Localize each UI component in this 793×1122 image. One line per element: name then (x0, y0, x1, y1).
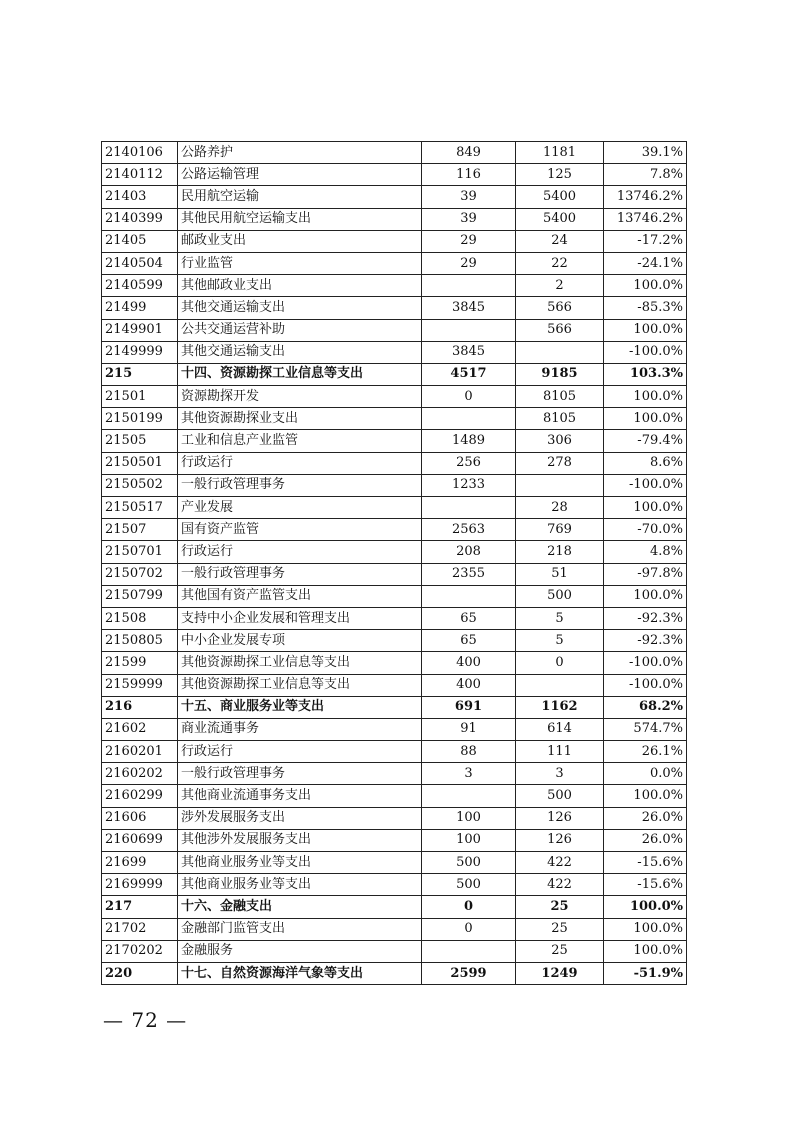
cell-code: 21403 (102, 186, 178, 208)
cell-change-pct: -100.0% (604, 341, 687, 363)
cell-name: 其他商业服务业等支出 (178, 874, 422, 896)
cell-code: 21508 (102, 607, 178, 629)
cell-current-value: 24 (516, 230, 604, 252)
cell-change-pct: 68.2% (604, 696, 687, 718)
cell-code: 21501 (102, 386, 178, 408)
table-row (102, 541, 687, 563)
cell-change-pct: 0.0% (604, 763, 687, 785)
cell-change-pct: -24.1% (604, 252, 687, 274)
cell-prev-value (422, 275, 516, 297)
cell-change-pct: 26.0% (604, 829, 687, 851)
cell-name: 一般行政管理事务 (178, 563, 422, 585)
budget-table (101, 141, 687, 985)
cell-prev-value: 65 (422, 607, 516, 629)
cell-current-value: 51 (516, 563, 604, 585)
cell-current-value: 5 (516, 607, 604, 629)
cell-prev-value (422, 585, 516, 607)
cell-prev-value: 2563 (422, 519, 516, 541)
cell-code: 2140112 (102, 164, 178, 186)
cell-change-pct: 100.0% (604, 386, 687, 408)
cell-prev-value: 3845 (422, 297, 516, 319)
cell-current-value: 5400 (516, 186, 604, 208)
cell-code: 2150805 (102, 630, 178, 652)
table-row (102, 962, 687, 984)
table-row (102, 852, 687, 874)
cell-prev-value: 256 (422, 452, 516, 474)
cell-change-pct: -15.6% (604, 852, 687, 874)
cell-name: 一般行政管理事务 (178, 474, 422, 496)
table-row (102, 408, 687, 430)
cell-change-pct: -97.8% (604, 563, 687, 585)
table-row (102, 763, 687, 785)
table-row (102, 474, 687, 496)
cell-name: 其他资源勘探业支出 (178, 408, 422, 430)
table-row (102, 297, 687, 319)
cell-prev-value: 849 (422, 142, 516, 164)
cell-code: 2169999 (102, 874, 178, 896)
cell-change-pct: 26.1% (604, 741, 687, 763)
cell-change-pct: -79.4% (604, 430, 687, 452)
table-row (102, 142, 687, 164)
cell-name: 其他国有资产监管支出 (178, 585, 422, 607)
cell-code: 2150799 (102, 585, 178, 607)
cell-change-pct: -92.3% (604, 630, 687, 652)
cell-name: 行政运行 (178, 541, 422, 563)
cell-current-value: 422 (516, 874, 604, 896)
cell-name: 行政运行 (178, 741, 422, 763)
table-row (102, 563, 687, 585)
cell-change-pct: 100.0% (604, 918, 687, 940)
table-row (102, 918, 687, 940)
cell-change-pct: 100.0% (604, 785, 687, 807)
cell-current-value: 566 (516, 319, 604, 341)
cell-name: 金融服务 (178, 940, 422, 962)
cell-name: 其他邮政业支出 (178, 275, 422, 297)
cell-change-pct: 4.8% (604, 541, 687, 563)
cell-current-value: 306 (516, 430, 604, 452)
cell-prev-value: 3845 (422, 341, 516, 363)
cell-change-pct: 574.7% (604, 718, 687, 740)
cell-code: 2140599 (102, 275, 178, 297)
cell-prev-value: 0 (422, 386, 516, 408)
cell-change-pct: -100.0% (604, 652, 687, 674)
cell-code: 21602 (102, 718, 178, 740)
cell-change-pct: -70.0% (604, 519, 687, 541)
table-body (102, 142, 687, 985)
cell-prev-value: 500 (422, 874, 516, 896)
cell-current-value: 1181 (516, 142, 604, 164)
table-row (102, 186, 687, 208)
cell-code: 2140504 (102, 252, 178, 274)
table-row (102, 874, 687, 896)
cell-code: 21499 (102, 297, 178, 319)
cell-prev-value: 0 (422, 896, 516, 918)
cell-code: 21507 (102, 519, 178, 541)
cell-name: 一般行政管理事务 (178, 763, 422, 785)
cell-name: 公共交通运营补助 (178, 319, 422, 341)
cell-change-pct: 100.0% (604, 319, 687, 341)
cell-change-pct: -92.3% (604, 607, 687, 629)
cell-prev-value: 65 (422, 630, 516, 652)
cell-name: 工业和信息产业监管 (178, 430, 422, 452)
cell-code: 2170202 (102, 940, 178, 962)
cell-prev-value: 2599 (422, 962, 516, 984)
cell-change-pct: 100.0% (604, 497, 687, 519)
cell-code: 2149901 (102, 319, 178, 341)
table-row (102, 275, 687, 297)
cell-change-pct: -100.0% (604, 474, 687, 496)
cell-code: 21505 (102, 430, 178, 452)
table-row (102, 630, 687, 652)
cell-name: 十六、金融支出 (178, 896, 422, 918)
table-row (102, 452, 687, 474)
cell-prev-value: 2355 (422, 563, 516, 585)
cell-code: 2150517 (102, 497, 178, 519)
cell-change-pct: 8.6% (604, 452, 687, 474)
cell-prev-value: 91 (422, 718, 516, 740)
cell-prev-value: 88 (422, 741, 516, 763)
cell-code: 21699 (102, 852, 178, 874)
cell-name: 涉外发展服务支出 (178, 807, 422, 829)
table-row (102, 252, 687, 274)
cell-change-pct: 13746.2% (604, 186, 687, 208)
table-row (102, 519, 687, 541)
table-row (102, 785, 687, 807)
cell-current-value: 5400 (516, 208, 604, 230)
cell-name: 其他民用航空运输支出 (178, 208, 422, 230)
table-row (102, 164, 687, 186)
cell-change-pct: -17.2% (604, 230, 687, 252)
cell-prev-value: 116 (422, 164, 516, 186)
cell-code: 2159999 (102, 674, 178, 696)
cell-prev-value: 4517 (422, 363, 516, 385)
table-row (102, 230, 687, 252)
cell-current-value: 111 (516, 741, 604, 763)
cell-current-value: 500 (516, 785, 604, 807)
cell-name: 国有资产监管 (178, 519, 422, 541)
cell-code: 2150501 (102, 452, 178, 474)
cell-name: 其他交通运输支出 (178, 341, 422, 363)
cell-name: 行政运行 (178, 452, 422, 474)
cell-name: 行业监管 (178, 252, 422, 274)
table-row (102, 386, 687, 408)
cell-current-value (516, 674, 604, 696)
table-row (102, 430, 687, 452)
table-row (102, 607, 687, 629)
cell-current-value: 0 (516, 652, 604, 674)
cell-current-value: 126 (516, 807, 604, 829)
cell-current-value: 422 (516, 852, 604, 874)
cell-name: 其他资源勘探工业信息等支出 (178, 652, 422, 674)
cell-name: 民用航空运输 (178, 186, 422, 208)
cell-current-value: 500 (516, 585, 604, 607)
page-number: — 72 — (103, 1008, 188, 1032)
cell-prev-value: 39 (422, 208, 516, 230)
cell-change-pct: -85.3% (604, 297, 687, 319)
cell-change-pct: 100.0% (604, 896, 687, 918)
cell-prev-value: 691 (422, 696, 516, 718)
cell-code: 21702 (102, 918, 178, 940)
cell-name: 其他交通运输支出 (178, 297, 422, 319)
cell-change-pct: 100.0% (604, 275, 687, 297)
cell-current-value: 278 (516, 452, 604, 474)
cell-code: 216 (102, 696, 178, 718)
cell-code: 2160202 (102, 763, 178, 785)
cell-current-value: 218 (516, 541, 604, 563)
cell-current-value: 3 (516, 763, 604, 785)
cell-code: 2150199 (102, 408, 178, 430)
table-row (102, 497, 687, 519)
table-row (102, 585, 687, 607)
cell-prev-value: 39 (422, 186, 516, 208)
cell-change-pct: 26.0% (604, 807, 687, 829)
table-row (102, 363, 687, 385)
cell-name: 公路运输管理 (178, 164, 422, 186)
cell-name: 资源勘探开发 (178, 386, 422, 408)
cell-change-pct: 39.1% (604, 142, 687, 164)
cell-code: 2140106 (102, 142, 178, 164)
cell-change-pct: -100.0% (604, 674, 687, 696)
cell-prev-value (422, 408, 516, 430)
cell-prev-value: 208 (422, 541, 516, 563)
cell-change-pct: 13746.2% (604, 208, 687, 230)
cell-change-pct: 100.0% (604, 940, 687, 962)
table-row (102, 718, 687, 740)
cell-code: 215 (102, 363, 178, 385)
cell-code: 2140399 (102, 208, 178, 230)
cell-prev-value (422, 940, 516, 962)
cell-prev-value: 100 (422, 807, 516, 829)
table-row (102, 896, 687, 918)
cell-code: 2150702 (102, 563, 178, 585)
table-row (102, 807, 687, 829)
cell-prev-value: 29 (422, 230, 516, 252)
table-row (102, 674, 687, 696)
cell-code: 2150701 (102, 541, 178, 563)
cell-current-value: 614 (516, 718, 604, 740)
cell-name: 产业发展 (178, 497, 422, 519)
cell-change-pct: 7.8% (604, 164, 687, 186)
cell-prev-value: 3 (422, 763, 516, 785)
cell-name: 其他商业流通事务支出 (178, 785, 422, 807)
cell-change-pct: -15.6% (604, 874, 687, 896)
cell-code: 220 (102, 962, 178, 984)
cell-name: 公路养护 (178, 142, 422, 164)
table-row (102, 940, 687, 962)
cell-change-pct: -51.9% (604, 962, 687, 984)
cell-current-value: 25 (516, 918, 604, 940)
cell-name: 金融部门监管支出 (178, 918, 422, 940)
table-row (102, 652, 687, 674)
cell-prev-value: 100 (422, 829, 516, 851)
cell-current-value (516, 474, 604, 496)
cell-name: 十四、资源勘探工业信息等支出 (178, 363, 422, 385)
cell-current-value: 9185 (516, 363, 604, 385)
table-row (102, 696, 687, 718)
cell-current-value: 566 (516, 297, 604, 319)
cell-current-value: 22 (516, 252, 604, 274)
cell-prev-value: 1233 (422, 474, 516, 496)
cell-current-value (516, 341, 604, 363)
cell-prev-value: 400 (422, 674, 516, 696)
cell-code: 2149999 (102, 341, 178, 363)
cell-code: 21405 (102, 230, 178, 252)
cell-prev-value: 0 (422, 918, 516, 940)
cell-prev-value (422, 497, 516, 519)
table-row (102, 741, 687, 763)
table-row (102, 829, 687, 851)
cell-prev-value (422, 785, 516, 807)
cell-current-value: 1249 (516, 962, 604, 984)
cell-current-value: 5 (516, 630, 604, 652)
cell-name: 其他涉外发展服务支出 (178, 829, 422, 851)
cell-code: 217 (102, 896, 178, 918)
cell-current-value: 1162 (516, 696, 604, 718)
cell-name: 十五、商业服务业等支出 (178, 696, 422, 718)
cell-change-pct: 100.0% (604, 408, 687, 430)
cell-prev-value: 400 (422, 652, 516, 674)
table-row (102, 341, 687, 363)
cell-prev-value: 29 (422, 252, 516, 274)
cell-name: 支持中小企业发展和管理支出 (178, 607, 422, 629)
cell-code: 2160201 (102, 741, 178, 763)
cell-current-value: 125 (516, 164, 604, 186)
cell-code: 21606 (102, 807, 178, 829)
table-row (102, 319, 687, 341)
cell-current-value: 126 (516, 829, 604, 851)
cell-current-value: 28 (516, 497, 604, 519)
cell-change-pct: 100.0% (604, 585, 687, 607)
cell-name: 其他商业服务业等支出 (178, 852, 422, 874)
cell-current-value: 8105 (516, 408, 604, 430)
cell-name: 邮政业支出 (178, 230, 422, 252)
cell-name: 其他资源勘探工业信息等支出 (178, 674, 422, 696)
cell-code: 21599 (102, 652, 178, 674)
cell-code: 2160699 (102, 829, 178, 851)
cell-code: 2150502 (102, 474, 178, 496)
cell-current-value: 25 (516, 940, 604, 962)
cell-name: 中小企业发展专项 (178, 630, 422, 652)
cell-prev-value: 500 (422, 852, 516, 874)
cell-current-value: 8105 (516, 386, 604, 408)
cell-current-value: 769 (516, 519, 604, 541)
cell-current-value: 25 (516, 896, 604, 918)
cell-name: 商业流通事务 (178, 718, 422, 740)
cell-prev-value: 1489 (422, 430, 516, 452)
table-row (102, 208, 687, 230)
cell-prev-value (422, 319, 516, 341)
cell-current-value: 2 (516, 275, 604, 297)
cell-name: 十七、自然资源海洋气象等支出 (178, 962, 422, 984)
cell-change-pct: 103.3% (604, 363, 687, 385)
cell-code: 2160299 (102, 785, 178, 807)
